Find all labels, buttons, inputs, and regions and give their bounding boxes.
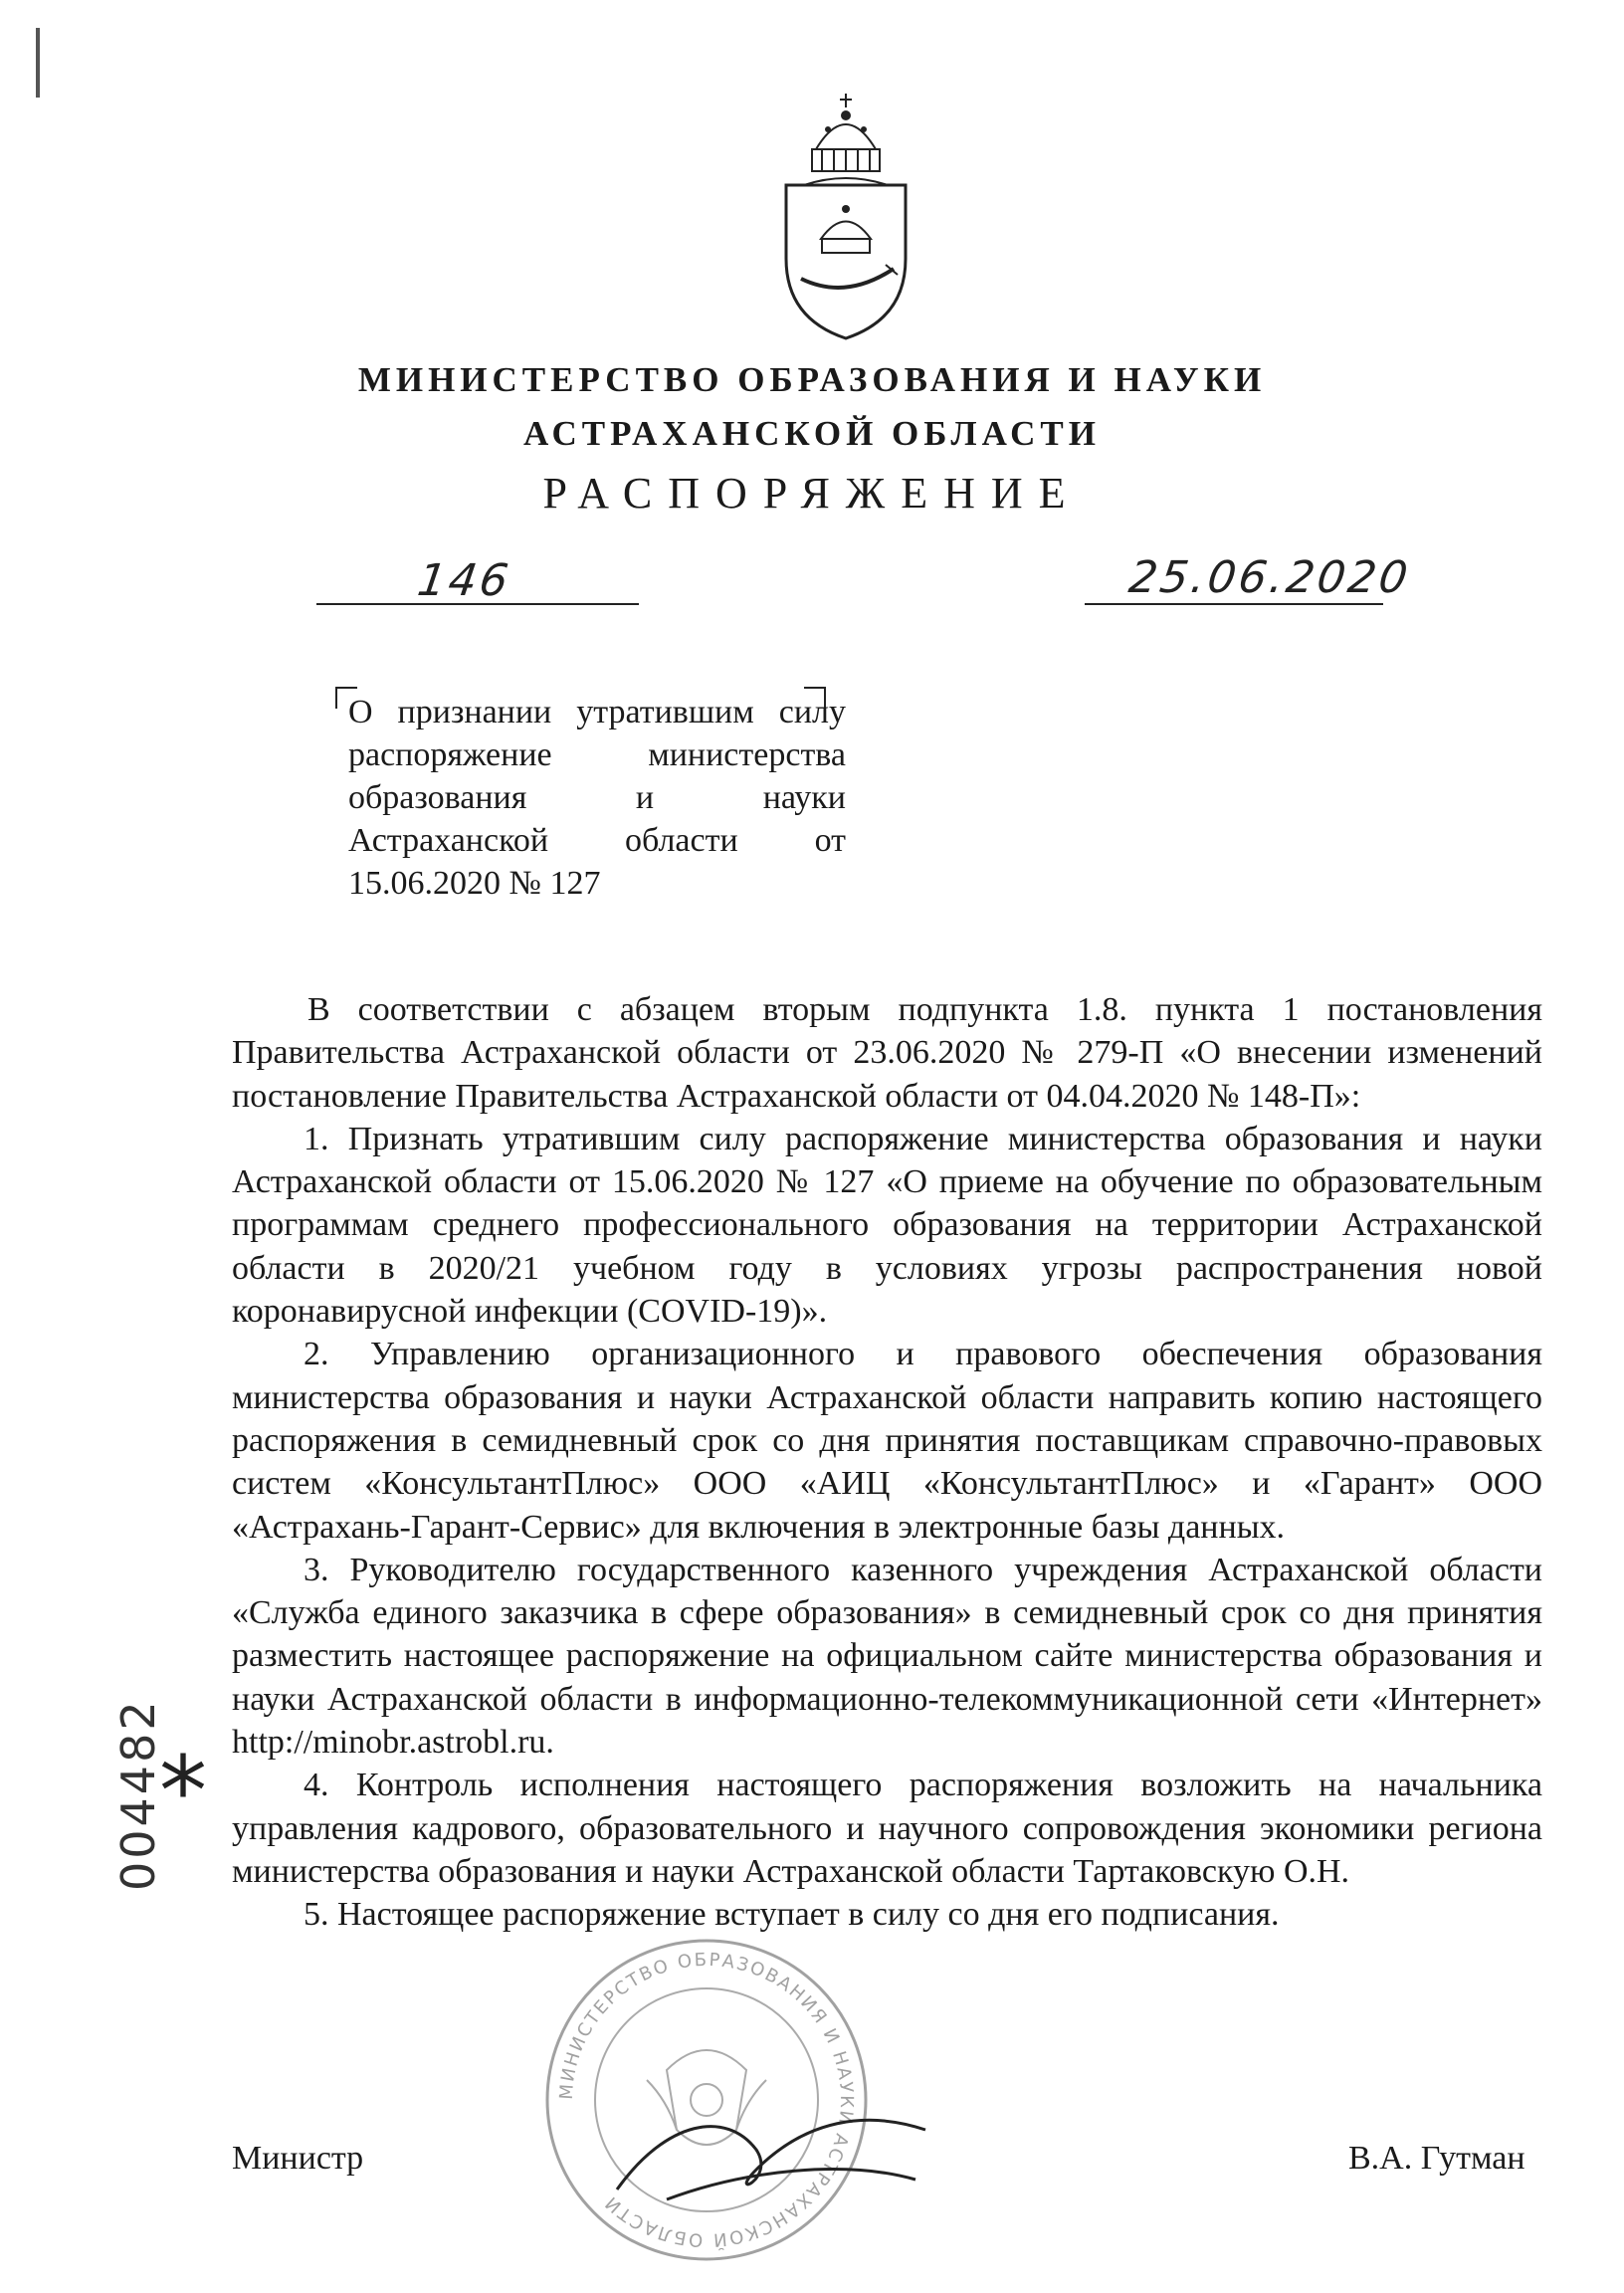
signature-icon (607, 2080, 935, 2219)
ministry-name-line1: МИНИСТЕРСТВО ОБРАЗОВАНИЯ И НАУКИ (357, 360, 1267, 399)
document-date: 25.06.2020 (1125, 552, 1414, 603)
ministry-name-line2: АСТРАХАНСКОЙ ОБЛАСТИ (522, 414, 1102, 453)
serial-number: 004482 (111, 1698, 165, 1891)
document-subject: О признании утратившим силу распоряжение министерства образования и науки Астраханской области от 15.06.2020 № 127 (348, 694, 846, 902)
body-item-2: 2. Управлению организационного и правового обеспечения образования министерства образования и науки Астраханской области направить копию настоящего распоряжения в семидневный срок со дня принятия поставщикам справочно-правовых систем «КонсультантПлюс» ООО «АИЦ «КонсультантПлюс» и «Гарант» ООО «Астрахань-Гарант-Сервис» для включения в электронные базы данных. (232, 1336, 1542, 1546)
body-item-4: 4. Контроль исполнения настоящего распоряжения возложить на начальника управления кадрового, образовательного и научного сопровождения экономики региона министерства образования и науки Астраханской области Тартаковскую О.Н. (232, 1767, 1542, 1890)
seal-text: МИНИСТЕРСТВО ОБРАЗОВАНИЯ И НАУКИ АСТРАХАНСКОЙ ОБЛАСТИ (555, 1949, 858, 2251)
body-item-3: 3. Руководителю государственного казенного учреждения Астраханской области «Служба единого заказчика в сфере образования» в семидневный срок со дня принятия разместить настоящее распоряжение на официальном сайте министерства образования и науки Астраханской области в информационно-телекоммуникационной сети «Интернет» http://minobr.astrobl.ru. (232, 1551, 1542, 1762)
document-body (232, 988, 1542, 1937)
signer-name: В.А. Гутман (1348, 2140, 1525, 2177)
serial-asterisk: * (159, 1736, 207, 1847)
body-intro: В соответствии с абзацем вторым подпункта 1.8. пункта 1 постановления Правительства Астраханской области от 23.06.2020 № 279-П «О внесении изменений постановление Правительства Астраханской области от 04.04.2020 № 148-П»: (232, 991, 1542, 1115)
document-number: 146 (414, 555, 514, 606)
document-type: РАСПОРЯЖЕНИЕ (542, 469, 1082, 518)
body-item-1: 1. Признать утратившим силу распоряжение министерства образования и науки Астраханской области от 15.06.2020 № 127 «О приеме на обучение по образовательным программам среднего профессионального образования на территории Астраханской области в 2020/21 учебном году в условиях угрозы распространения новой коронавирусной инфекции (COVID-19)». (232, 1120, 1542, 1331)
signer-role: Министр (232, 2140, 364, 2177)
body-item-5: 5. Настоящее распоряжение вступает в силу со дня его подписания. (304, 1896, 1280, 1934)
scan-edge-mark (36, 28, 40, 98)
coat-of-arms-icon (776, 90, 915, 348)
